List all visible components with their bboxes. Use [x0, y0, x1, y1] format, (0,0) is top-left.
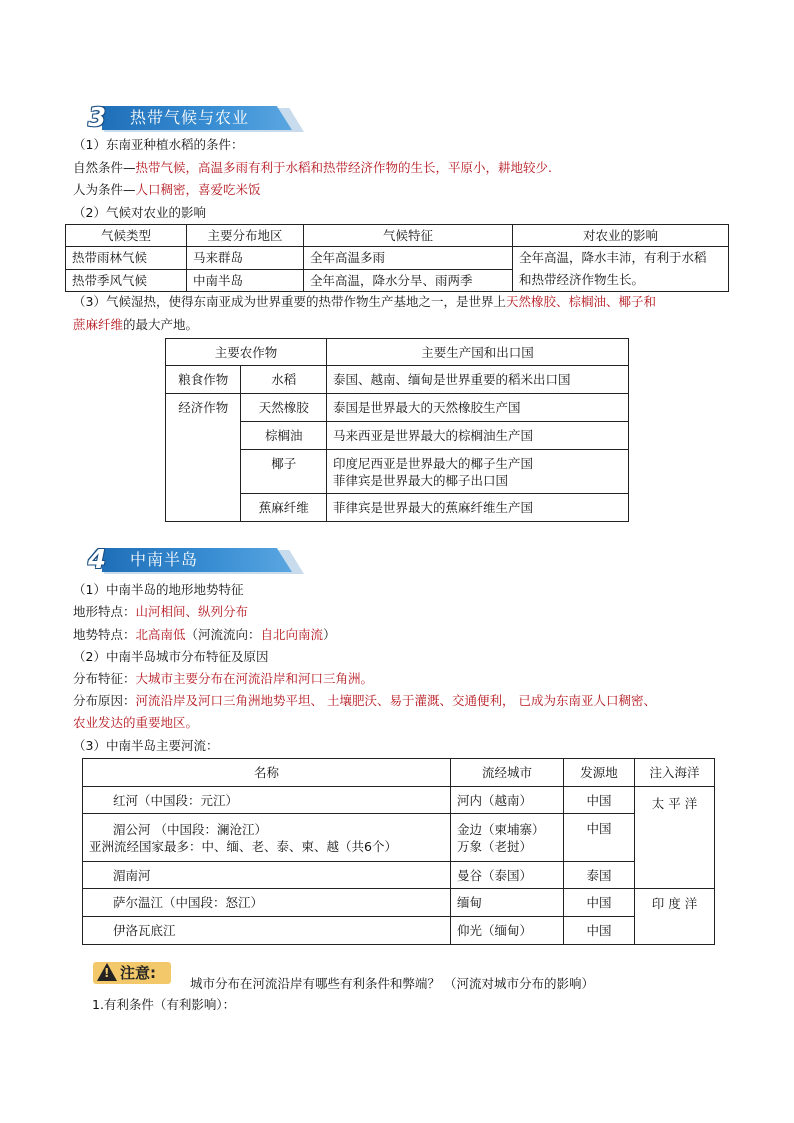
ocean-cell: 印 度 洋	[635, 889, 715, 945]
reason-text2: 农业发达的重要地区。	[73, 715, 199, 730]
label: 地势特点：	[73, 627, 136, 642]
city-line: 金边（柬埔寨）	[457, 821, 545, 837]
river-cities: 仰光（缅甸）	[451, 917, 564, 945]
crop-name: 棕榈油	[241, 422, 327, 450]
natural-conditions	[73, 159, 552, 177]
s4-q2: （2）中南半岛城市分布特征及原因	[73, 649, 269, 664]
section-number: 4	[87, 545, 107, 575]
river-source: 中国	[564, 787, 635, 814]
crop-name: 蕉麻纤维	[241, 494, 327, 522]
table-header: 气候类型	[66, 225, 187, 247]
slope-end: ）	[323, 627, 336, 642]
impact-cell	[513, 247, 729, 292]
notice-badge	[93, 962, 171, 984]
section-number: 3	[87, 103, 107, 133]
slope-line	[73, 626, 336, 644]
q2-heading: （2）气候对农业的影响	[73, 205, 206, 220]
terrain-line	[73, 603, 248, 621]
table-cell: 全年高温，降水分旱、雨两季	[304, 269, 513, 292]
table-header: 发源地	[564, 759, 635, 787]
river-name: 萨尔温江（中国段：怒江）	[83, 889, 451, 917]
table-header: 对农业的影响	[513, 225, 729, 247]
table-header: 流经城市	[451, 759, 564, 787]
section-3-banner	[80, 103, 300, 133]
notice-text: 城市分布在河流沿岸有哪些有利条件和弊端？ （河流对城市分布的影响）	[190, 976, 594, 991]
q3-line2	[73, 316, 198, 334]
river-name: 红河（中国段：元江）	[83, 787, 451, 814]
river-cities: 曼谷（泰国）	[451, 862, 564, 889]
label: 分布特征：	[73, 671, 136, 686]
reason-text: 河流沿岸及河口三角洲地势平坦、 土壤肥沃、易于灌溉、交通便利， 已成为东南亚人口稠密、	[135, 693, 656, 708]
river-source: 泰国	[564, 862, 635, 889]
table-header: 注入海洋	[635, 759, 715, 787]
crop-info: 泰国是世界最大的天然橡胶生产国	[327, 394, 629, 422]
ocean-cell: 太 平 洋	[635, 787, 715, 889]
reason-line2	[73, 714, 198, 732]
exclamation-icon: !	[104, 966, 110, 980]
label: 自然条件—	[73, 160, 136, 175]
reason-line	[73, 692, 656, 710]
crop-info: 菲律宾是世界最大的蕉麻纤维生产国	[327, 494, 629, 522]
river-name: 伊洛瓦底江	[83, 917, 451, 945]
table-cell: 热带雨林气候	[66, 247, 187, 270]
section-title: 热带气候与农业	[130, 108, 250, 127]
impact-line: 全年高温，降水丰沛，有利于水稻	[519, 250, 707, 265]
notice-item-1: 1.有利条件（有利影响）：	[92, 997, 236, 1012]
dist-line	[73, 670, 373, 688]
table-cell: 全年高温多雨	[304, 247, 513, 270]
s4-q1: （1）中南半岛的地形地势特征	[73, 582, 244, 597]
river-source: 中国	[564, 889, 635, 917]
river-cities	[451, 814, 564, 862]
river-name: 湄南河	[83, 862, 451, 889]
name-line: 亚洲流经国家最多：中、缅、老、泰、柬、越（共6个）	[89, 838, 397, 854]
slope-mid: （河流流向：	[185, 627, 261, 642]
label: 分布原因：	[73, 693, 136, 708]
table-cell: 中南半岛	[187, 269, 304, 292]
natural-text: 热带气候，高温多雨有利于水稻和热带经济作物的生长，平原小，耕地较少.	[135, 160, 552, 175]
table-header: 主要分布地区	[187, 225, 304, 247]
climate-table	[65, 224, 729, 292]
crop-name: 天然橡胶	[241, 394, 327, 422]
grain-label: 粮食作物	[166, 366, 241, 394]
human-conditions	[73, 181, 261, 199]
section-title: 中南半岛	[130, 550, 199, 569]
info-line: 菲律宾是世界最大的椰子出口国	[333, 472, 509, 488]
crop-name: 水稻	[241, 366, 327, 394]
river-source: 中国	[564, 917, 635, 945]
slope-text: 北高南低	[135, 627, 186, 642]
q3-end: 的最大产地。	[123, 317, 199, 332]
dist-text: 大城市主要分布在河流沿岸和河口三角洲。	[135, 671, 374, 686]
river-table	[82, 758, 715, 945]
river-source: 中国	[564, 814, 635, 862]
crop-info	[327, 450, 629, 494]
label: 人为条件—	[73, 182, 136, 197]
table-header: 气候特征	[304, 225, 513, 247]
crop-info: 马来西亚是世界最大的棕榈油生产国	[327, 422, 629, 450]
label: 地形特点：	[73, 604, 136, 619]
table-cell: 热带季风气候	[66, 269, 187, 292]
flow-text: 自北向南流	[260, 627, 324, 642]
river-cities: 河内（越南）	[451, 787, 564, 814]
terrain-text: 山河相间、纵列分布	[135, 604, 249, 619]
river-name	[83, 814, 451, 862]
crop-name: 椰子	[241, 450, 327, 494]
crop-table	[165, 338, 629, 522]
q3-red2: 蔗麻纤维	[73, 317, 124, 332]
impact-line: 和热带经济作物生长。	[519, 272, 645, 287]
river-cities: 缅甸	[451, 889, 564, 917]
city-line: 万象（老挝）	[457, 838, 533, 854]
table-header: 名称	[83, 759, 451, 787]
table-cell: 马来群岛	[187, 247, 304, 270]
s4-q3: （3）中南半岛主要河流：	[73, 738, 219, 753]
name-line: 湄公河 （中国段：澜沧江）	[113, 821, 267, 837]
human-text: 人口稠密，喜爱吃米饭	[135, 182, 261, 197]
q3-red: 天然橡胶、棕榈油、椰子和	[505, 294, 656, 309]
section-4-banner	[80, 545, 300, 575]
q1-heading: （1）东南亚种植水稻的条件：	[73, 137, 244, 152]
crop-info: 泰国、越南、缅甸是世界重要的稻米出口国	[327, 366, 629, 394]
notice-label: 注意:	[120, 964, 156, 982]
econ-label: 经济作物	[166, 394, 241, 522]
table-header: 主要生产国和出口国	[327, 339, 629, 366]
table-header: 主要农作物	[166, 339, 327, 366]
q3-line1	[73, 293, 656, 311]
q3-text: （3）气候湿热，使得东南亚成为世界重要的热带作物生产基地之一，是世界上	[73, 294, 506, 309]
info-line: 印度尼西亚是世界最大的椰子生产国	[333, 455, 534, 471]
